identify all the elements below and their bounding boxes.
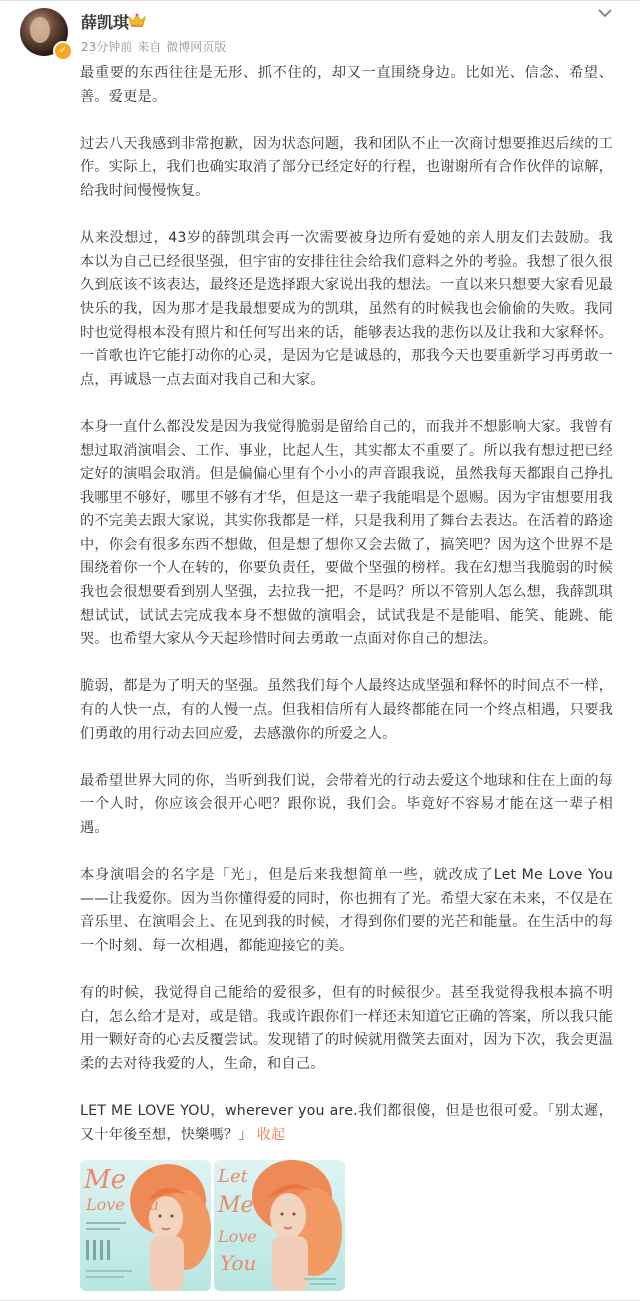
poster-2-letter: Let: [218, 1166, 248, 1187]
post-header: [0, 0, 640, 60]
poster-2-graphic: [214, 1160, 345, 1291]
post-paragraph: 本身一直什么都没发是因为我觉得脆弱是留给自己的，而我并不想影响大家。我曾有想过取消演唱会、工作、事业，比起人生，其实都太不重要了。所以我有想过把已经定好的演唱会取消。但是偏偏心里有个小小的声音跟我说，虽然我每天都跟自己挣扎我哪里不够好，哪里不够有才华，但是这一辈子我能唱是个恩赐。因为宇宙想要用我的不完美去跟大家说，其实你我都是一样，只是我利用了舞台去表达。在活着的路途中，你会有很多东西不想做，但是想了想你又会去做了，搞笑吧？因为这个世界不是围绕着你一个人在转的，你要负责任，要做个坚强的榜样。我在幻想当我脆弱的时候我也会很想要看到别人坚强，去拉我一把，不是吗？所以不管别人怎么想，我薛凯琪想试试，试试去完成我本身不想做的演唱会，试试我是不是能唱、能笑、能跳、能哭。也希望大家从今天起珍惜时间去勇敢一点面对你自己的想法。: [80, 418, 613, 648]
poster-2-letter: Me: [218, 1193, 254, 1218]
post-paragraph: 过去八天我感到非常抱歉，因为状态问题，我和团队不止一次商讨想要推迟后续的工作。实际上，我们也确实取消了部分已经定好的行程，也谢谢所有合作伙伴的谅解，给我时间慢慢恢复。: [80, 135, 613, 199]
post-paragraph: 本身演唱会的名字是「光」，但是后来我想简单一些，就改成了Let Me Love You——让我爱你。因为当你懂得爱的同时，你也拥有了光。希望大家在未来，不仅是在音乐里、在演唱会上、在见到我的时候，才得到你们要的光芒和能量。在生活中的每一个时刻、每一次相遇，都能迎接它的美。: [80, 867, 613, 954]
post-paragraph: 有的时候，我觉得自己能给的爱很多，但有的时候很少。甚至我觉得我根本搞不明白，怎么给才是对，或是错。我或许跟你们一样还未知道它正确的答案，所以我只能用一颗好奇的心去反覆尝试。发现错了的时候就用微笑去面对，因为下次，我会更温柔的去对待我爱的人，生命，和自己。: [80, 985, 613, 1072]
post-paragraph: 脆弱，都是为了明天的坚强。虽然我们每个人最终达成坚强和释怀的时间点不一样，有的人快一点，有的人慢一点。但我相信所有人最终都能在同一个终点相遇，只要我们勇敢的用行动去回应爱，去感激你的所爱之人。: [80, 678, 613, 742]
post-meta: [81, 38, 231, 55]
post-paragraph: 从来没想过，43岁的薛凯琪会再一次需要被身边所有爱她的亲人朋友们去鼓励。我本以为自己已经很坚强，但宇宙的安排往往会给我们意料之外的考验。我想了很久很久到底该不该表达，最终还是选择跟大家说出我的想法。一直以来只想要大家看见最快乐的我，因为那才是我最想要成为的凯琪，虽然有的时候我也会偷偷的失败。我同时也觉得根本没有照片和任何写出来的话，能够表达我的悲伤以及让我和大家释怀。一首歌也许它能打动你的心灵，是因为它是诚恳的，那我今天也要重新学习再勇敢一点，再诚恳一点去面对我自己和大家。: [80, 230, 613, 388]
poster-1-title-2: Love You: [86, 1195, 159, 1214]
verified-badge-icon: ✓: [53, 41, 73, 61]
post-paragraph: 最重要的东西往往是无形、抓不住的，却又一直围绕身边。比如光、信念、希望、善。爱更是。: [80, 65, 613, 105]
poster-image-1[interactable]: [80, 1160, 211, 1291]
post-paragraph-last: [80, 1100, 613, 1147]
collapse-link[interactable]: 收起: [256, 1126, 286, 1143]
poster-image-2[interactable]: [214, 1160, 345, 1291]
poster-1-title-1: Me: [84, 1165, 127, 1195]
source-prefix: 来自: [137, 40, 162, 54]
avatar-face: [30, 17, 50, 43]
post-source[interactable]: 微博网页版: [166, 40, 227, 54]
chevron-down-icon[interactable]: [596, 6, 614, 20]
author-name[interactable]: 薛凯琪: [81, 13, 130, 32]
post-paragraph: 最希望世界大同的你，当听到我们说，会带着光的行动去爱这个地球和住在上面的每一个人时，你应该会很开心吧？跟你说，我们会。毕竟好不容易才能在这一辈子相遇。: [80, 772, 613, 836]
poster-2-letter: You: [220, 1251, 257, 1275]
post-content: [80, 62, 613, 1147]
poster-2-letter: Love: [218, 1227, 257, 1246]
crown-icon[interactable]: [127, 12, 147, 28]
post-time[interactable]: 23分钟前: [81, 40, 133, 54]
post-paragraph-text: LET ME LOVE YOU，wherever you are.我们都很傻，但是也很可爱。「别太遲，又十年後至想，快樂嗎？」: [80, 1103, 613, 1143]
poster-1-graphic: [80, 1160, 211, 1291]
